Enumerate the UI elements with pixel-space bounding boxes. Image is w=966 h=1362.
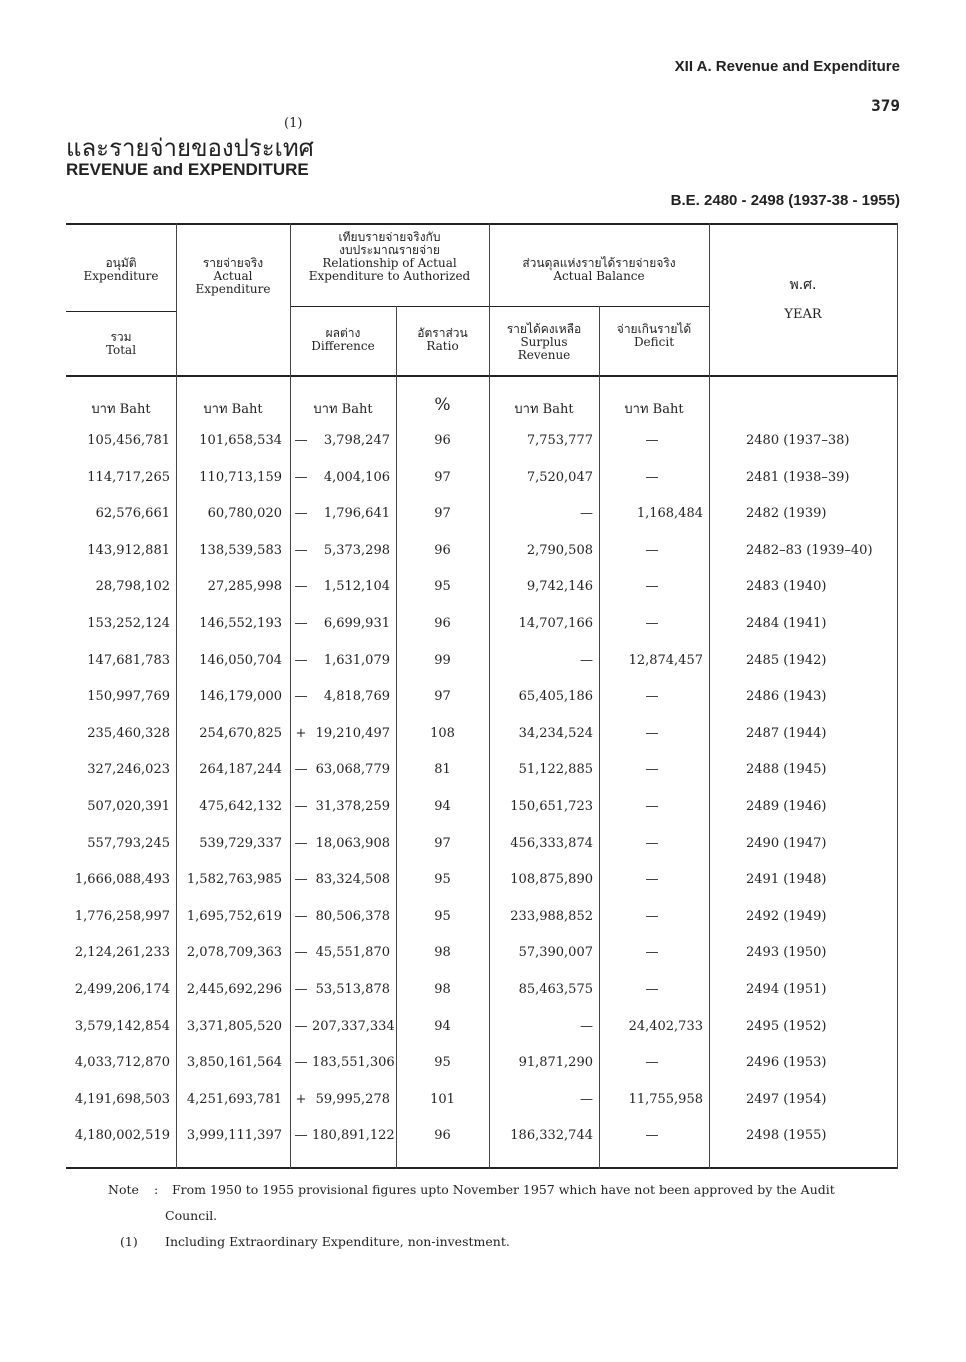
- cell-actual: 60,780,020: [207, 506, 282, 522]
- cell-diff: 1,631,079: [323, 652, 390, 668]
- cell-surplus: 233,988,852: [510, 908, 593, 924]
- cell-diff: 1,796,641: [323, 506, 390, 522]
- cell-year: 2480 (1937–38): [746, 433, 850, 448]
- table-row: [66, 862, 898, 898]
- cell-deficit: —: [645, 1128, 659, 1144]
- cell-total: 143,912,881: [87, 542, 170, 558]
- header-relationship-en2: Expenditure to Authorized: [308, 269, 471, 283]
- cell-actual: 1,582,763,985: [186, 872, 282, 888]
- cell-total: 28,798,102: [95, 579, 170, 595]
- header-total: [66, 331, 176, 357]
- cell-sign: —: [294, 506, 308, 522]
- cell-surplus: 108,875,890: [510, 872, 593, 888]
- header-balance: [489, 257, 709, 283]
- cell-sign: —: [294, 1128, 308, 1144]
- table-row: [66, 972, 898, 1008]
- table-row: [66, 1118, 898, 1154]
- header-year: [709, 279, 897, 321]
- cell-total: 557,793,245: [87, 835, 170, 851]
- cell-deficit: 1,168,484: [636, 506, 703, 522]
- cell-ratio: 97: [434, 835, 451, 851]
- header-total-th: รวม: [110, 330, 132, 344]
- cell-sign: —: [294, 1018, 308, 1034]
- cell-ratio: 99: [434, 652, 451, 668]
- cell-surplus: 150,651,723: [510, 799, 593, 814]
- note-text: From 1950 to 1955 provisional figures upto November 1957 which have not been approved by the Audit: [172, 1182, 835, 1197]
- rule-relationship: [290, 306, 489, 307]
- cell-deficit: —: [645, 799, 659, 814]
- cell-actual: 146,050,704: [199, 652, 282, 668]
- cell-total: 2,499,206,174: [74, 982, 170, 997]
- header-surplus: [489, 323, 599, 362]
- cell-diff: 63,068,779: [315, 762, 390, 778]
- cell-ratio: 95: [434, 908, 451, 924]
- cell-diff: 1,512,104: [323, 579, 390, 595]
- header-actual: [176, 257, 290, 296]
- table-top-rule: [66, 223, 898, 225]
- cell-ratio: 97: [434, 506, 451, 522]
- footnote-text: Including Extraordinary Expenditure, non-investment.: [165, 1234, 510, 1249]
- cell-diff: 207,337,334: [312, 1018, 395, 1034]
- cell-diff: 59,995,278: [315, 1091, 390, 1107]
- cell-actual: 146,552,193: [199, 616, 282, 631]
- cell-surplus: 14,707,166: [518, 616, 593, 631]
- header-relationship-en1: Relationship of Actual: [322, 256, 457, 270]
- header-difference-en: Difference: [311, 339, 375, 353]
- cell-deficit: —: [645, 908, 659, 924]
- cell-year: 2483 (1940): [746, 579, 827, 595]
- cell-total: 235,460,328: [87, 725, 170, 741]
- note-text-2: Council.: [165, 1208, 218, 1223]
- cell-total: 3,579,142,854: [74, 1018, 170, 1034]
- unit-difference: บาท Baht: [313, 402, 373, 417]
- cell-ratio: 96: [434, 433, 451, 448]
- cell-sign: —: [294, 652, 308, 668]
- cell-deficit: —: [645, 469, 659, 485]
- table-row: [66, 826, 898, 862]
- table-row: [66, 789, 898, 825]
- cell-actual: 539,729,337: [199, 835, 282, 851]
- revenue-expenditure-table: [66, 223, 898, 1169]
- cell-total: 105,456,781: [87, 433, 170, 448]
- header-surplus-th: รายได้คงเหลือ: [506, 322, 582, 336]
- cell-total: 147,681,783: [87, 652, 170, 668]
- table-row: [66, 752, 898, 788]
- cell-sign: —: [294, 982, 308, 997]
- cell-actual: 475,642,132: [199, 799, 282, 814]
- header-actual-th: รายจ่ายจริง: [202, 256, 264, 270]
- cell-diff: 4,818,769: [323, 689, 390, 705]
- cell-ratio: 94: [434, 799, 451, 814]
- header-authorized-th: อนุมัติ: [105, 256, 137, 270]
- cell-surplus: 7,753,777: [526, 433, 593, 448]
- cell-actual: 3,371,805,520: [186, 1018, 282, 1034]
- cell-diff: 183,551,306: [312, 1055, 395, 1071]
- section-heading: XII A. Revenue and Expenditure: [674, 58, 900, 75]
- cell-year: 2492 (1949): [746, 908, 827, 924]
- cell-year: 2488 (1945): [746, 762, 827, 778]
- cell-actual: 3,999,111,397: [186, 1128, 282, 1144]
- cell-surplus: 85,463,575: [518, 982, 593, 997]
- rule-authorized: [66, 311, 176, 312]
- cell-total: 1,666,088,493: [74, 872, 170, 888]
- header-actual-en2: Expenditure: [195, 282, 271, 296]
- cell-year: 2489 (1946): [746, 799, 827, 814]
- cell-total: 62,576,661: [95, 506, 170, 522]
- cell-ratio: 96: [434, 1128, 451, 1144]
- cell-diff: 3,798,247: [323, 433, 390, 448]
- cell-diff: 5,373,298: [323, 542, 390, 558]
- cell-deficit: —: [645, 689, 659, 705]
- cell-diff: 18,063,908: [315, 835, 390, 851]
- table-row: [66, 569, 898, 605]
- cell-deficit: —: [645, 579, 659, 595]
- cell-deficit: 11,755,958: [628, 1091, 703, 1107]
- cell-sign: —: [294, 616, 308, 631]
- header-relationship: [290, 231, 489, 283]
- cell-ratio: 101: [430, 1091, 455, 1107]
- cell-actual: 146,179,000: [199, 689, 282, 705]
- cell-diff: 19,210,497: [315, 725, 390, 741]
- cell-surplus: —: [580, 1091, 593, 1107]
- header-ratio-en: Ratio: [426, 339, 459, 353]
- cell-surplus: 186,332,744: [510, 1128, 593, 1144]
- cell-ratio: 98: [434, 945, 451, 961]
- cell-actual: 264,187,244: [199, 762, 282, 778]
- table-row: [66, 606, 898, 642]
- title-thai: และรายจ่ายของประเทศ: [66, 134, 314, 162]
- table-row: [66, 643, 898, 679]
- cell-deficit: —: [645, 1055, 659, 1071]
- cell-deficit: —: [645, 835, 659, 851]
- cell-diff: 45,551,870: [315, 945, 390, 961]
- cell-surplus: —: [580, 1018, 593, 1034]
- header-year-en: YEAR: [784, 307, 822, 322]
- cell-total: 1,776,258,997: [74, 908, 170, 924]
- cell-actual: 101,658,534: [199, 433, 282, 448]
- header-bottom-rule: [66, 375, 898, 377]
- header-relationship-th1: เทียบรายจ่ายจริงกับ: [338, 230, 441, 244]
- cell-actual: 138,539,583: [199, 542, 282, 558]
- table-row: [66, 1009, 898, 1045]
- cell-sign: +: [295, 725, 307, 741]
- cell-year: 2481 (1938–39): [746, 469, 850, 485]
- header-deficit-en: Deficit: [633, 335, 675, 349]
- cell-deficit: —: [645, 725, 659, 741]
- cell-total: 2,124,261,233: [74, 945, 170, 961]
- cell-sign: —: [294, 835, 308, 851]
- cell-deficit: —: [645, 433, 659, 448]
- cell-actual: 3,850,161,564: [186, 1055, 282, 1071]
- cell-sign: —: [294, 872, 308, 888]
- cell-diff: 83,324,508: [315, 872, 390, 888]
- cell-sign: —: [294, 762, 308, 778]
- title-english: REVENUE and EXPENDITURE: [66, 160, 309, 179]
- header-relationship-th2: งบประมาณรายจ่าย: [339, 243, 440, 257]
- cell-ratio: 97: [434, 689, 451, 705]
- cell-actual: 4,251,693,781: [186, 1091, 282, 1107]
- cell-sign: —: [294, 1055, 308, 1071]
- table-row: [66, 460, 898, 496]
- cell-ratio: 108: [430, 725, 455, 741]
- table-row: [66, 496, 898, 532]
- cell-year: 2490 (1947): [746, 835, 827, 851]
- table-row: [66, 1082, 898, 1118]
- cell-year: 2485 (1942): [746, 652, 827, 668]
- header-total-en: Total: [105, 343, 137, 357]
- cell-year: 2493 (1950): [746, 945, 827, 961]
- table-row: [66, 533, 898, 569]
- page-number: 379: [871, 96, 900, 115]
- cell-deficit: —: [645, 982, 659, 997]
- cell-sign: —: [294, 908, 308, 924]
- cell-ratio: 94: [434, 1018, 451, 1034]
- cell-sign: —: [294, 689, 308, 705]
- header-authorized: [56, 257, 186, 283]
- cell-ratio: 95: [434, 872, 451, 888]
- cell-surplus: —: [580, 652, 593, 668]
- cell-total: 150,997,769: [87, 689, 170, 705]
- cell-deficit: 24,402,733: [628, 1018, 703, 1034]
- cell-ratio: 81: [434, 762, 451, 778]
- cell-year: 2491 (1948): [746, 872, 827, 888]
- cell-actual: 27,285,998: [207, 579, 282, 595]
- table-row: [66, 899, 898, 935]
- table-bottom-rule: [66, 1167, 898, 1169]
- header-deficit-th: จ่ายเกินรายได้: [616, 322, 692, 336]
- cell-sign: —: [294, 469, 308, 485]
- cell-surplus: 57,390,007: [518, 945, 593, 961]
- cell-surplus: 7,520,047: [526, 469, 593, 485]
- note-colon: :: [154, 1182, 159, 1197]
- cell-actual: 2,078,709,363: [186, 945, 282, 961]
- cell-deficit: —: [645, 762, 659, 778]
- cell-diff: 31,378,259: [315, 799, 390, 814]
- header-ratio: [396, 327, 489, 353]
- cell-ratio: 95: [434, 579, 451, 595]
- cell-diff: 4,004,106: [323, 469, 390, 485]
- table-row: [66, 423, 898, 459]
- cell-sign: —: [294, 945, 308, 961]
- cell-diff: 180,891,122: [312, 1128, 395, 1144]
- header-year-th: พ.ศ.: [789, 277, 817, 293]
- cell-total: 4,033,712,870: [74, 1055, 170, 1071]
- cell-ratio: 96: [434, 542, 451, 558]
- cell-diff: 6,699,931: [323, 616, 390, 631]
- unit-surplus: บาท Baht: [514, 402, 574, 417]
- table-row: [66, 679, 898, 715]
- unit-ratio: %: [434, 395, 451, 415]
- cell-year: 2495 (1952): [746, 1018, 827, 1034]
- cell-actual: 110,713,159: [199, 469, 282, 485]
- cell-total: 4,191,698,503: [74, 1091, 170, 1107]
- header-surplus-en1: Surplus: [520, 335, 568, 349]
- cell-deficit: —: [645, 945, 659, 961]
- cell-surplus: 9,742,146: [526, 579, 593, 595]
- cell-actual: 2,445,692,296: [186, 982, 282, 997]
- cell-actual: 1,695,752,619: [186, 908, 282, 924]
- cell-year: 2497 (1954): [746, 1091, 827, 1107]
- cell-year: 2486 (1943): [746, 689, 827, 705]
- cell-total: 4,180,002,519: [74, 1128, 170, 1144]
- cell-ratio: 95: [434, 1055, 451, 1071]
- cell-total: 114,717,265: [87, 469, 170, 485]
- cell-surplus: 51,122,885: [518, 762, 593, 778]
- cell-year: 2494 (1951): [746, 982, 827, 997]
- note-line-2: [108, 1208, 908, 1234]
- cell-sign: —: [294, 799, 308, 814]
- unit-actual: บาท Baht: [203, 402, 263, 417]
- cell-surplus: 2,790,508: [526, 542, 593, 558]
- cell-sign: —: [294, 579, 308, 595]
- header-actual-en1: Actual: [213, 269, 253, 283]
- title-footnote-marker: (1): [284, 116, 303, 131]
- note-line: [108, 1182, 908, 1208]
- cell-total: 507,020,391: [87, 799, 170, 814]
- cell-deficit: —: [645, 872, 659, 888]
- cell-surplus: 91,871,290: [518, 1055, 593, 1071]
- cell-actual: 254,670,825: [199, 725, 282, 741]
- header-ratio-th: อัตราส่วน: [417, 326, 468, 340]
- header-difference-th: ผลต่าง: [325, 326, 361, 340]
- cell-sign: —: [294, 433, 308, 448]
- cell-year: 2487 (1944): [746, 725, 827, 741]
- period-label: B.E. 2480 - 2498 (1937-38 - 1955): [670, 192, 900, 209]
- cell-sign: —: [294, 542, 308, 558]
- cell-sign: +: [295, 1091, 307, 1107]
- header-balance-en: Actual Balance: [553, 269, 645, 283]
- cell-surplus: 456,333,874: [510, 835, 593, 851]
- header-surplus-en2: Revenue: [517, 348, 571, 362]
- cell-year: 2496 (1953): [746, 1055, 827, 1071]
- cell-total: 153,252,124: [87, 616, 170, 631]
- cell-surplus: —: [580, 506, 593, 522]
- cell-year: 2498 (1955): [746, 1128, 827, 1144]
- unit-total: บาท Baht: [91, 402, 151, 417]
- cell-surplus: 34,234,524: [518, 725, 593, 741]
- notes: [108, 1182, 908, 1260]
- cell-ratio: 98: [434, 982, 451, 997]
- footnote-line: [108, 1234, 908, 1260]
- cell-deficit: —: [645, 542, 659, 558]
- cell-deficit: 12,874,457: [628, 652, 703, 668]
- table-row: [66, 716, 898, 752]
- table-row: [66, 1045, 898, 1081]
- footnote-label: (1): [120, 1234, 138, 1249]
- header-deficit: [599, 323, 709, 349]
- cell-diff: 53,513,878: [315, 982, 390, 997]
- note-label: Note: [108, 1182, 139, 1197]
- cell-deficit: —: [645, 616, 659, 631]
- cell-ratio: 97: [434, 469, 451, 485]
- table-row: [66, 935, 898, 971]
- header-difference: [290, 327, 396, 353]
- cell-total: 327,246,023: [87, 762, 170, 778]
- cell-ratio: 96: [434, 616, 451, 631]
- cell-year: 2484 (1941): [746, 616, 827, 631]
- cell-year: 2482 (1939): [746, 506, 827, 522]
- cell-year: 2482–83 (1939–40): [746, 542, 873, 558]
- header-balance-th: ส่วนดุลแห่งรายได้รายจ่ายจริง: [522, 256, 676, 270]
- cell-diff: 80,506,378: [315, 908, 390, 924]
- cell-surplus: 65,405,186: [518, 689, 593, 705]
- header-authorized-en: Expenditure: [83, 269, 159, 283]
- unit-deficit: บาท Baht: [624, 402, 684, 417]
